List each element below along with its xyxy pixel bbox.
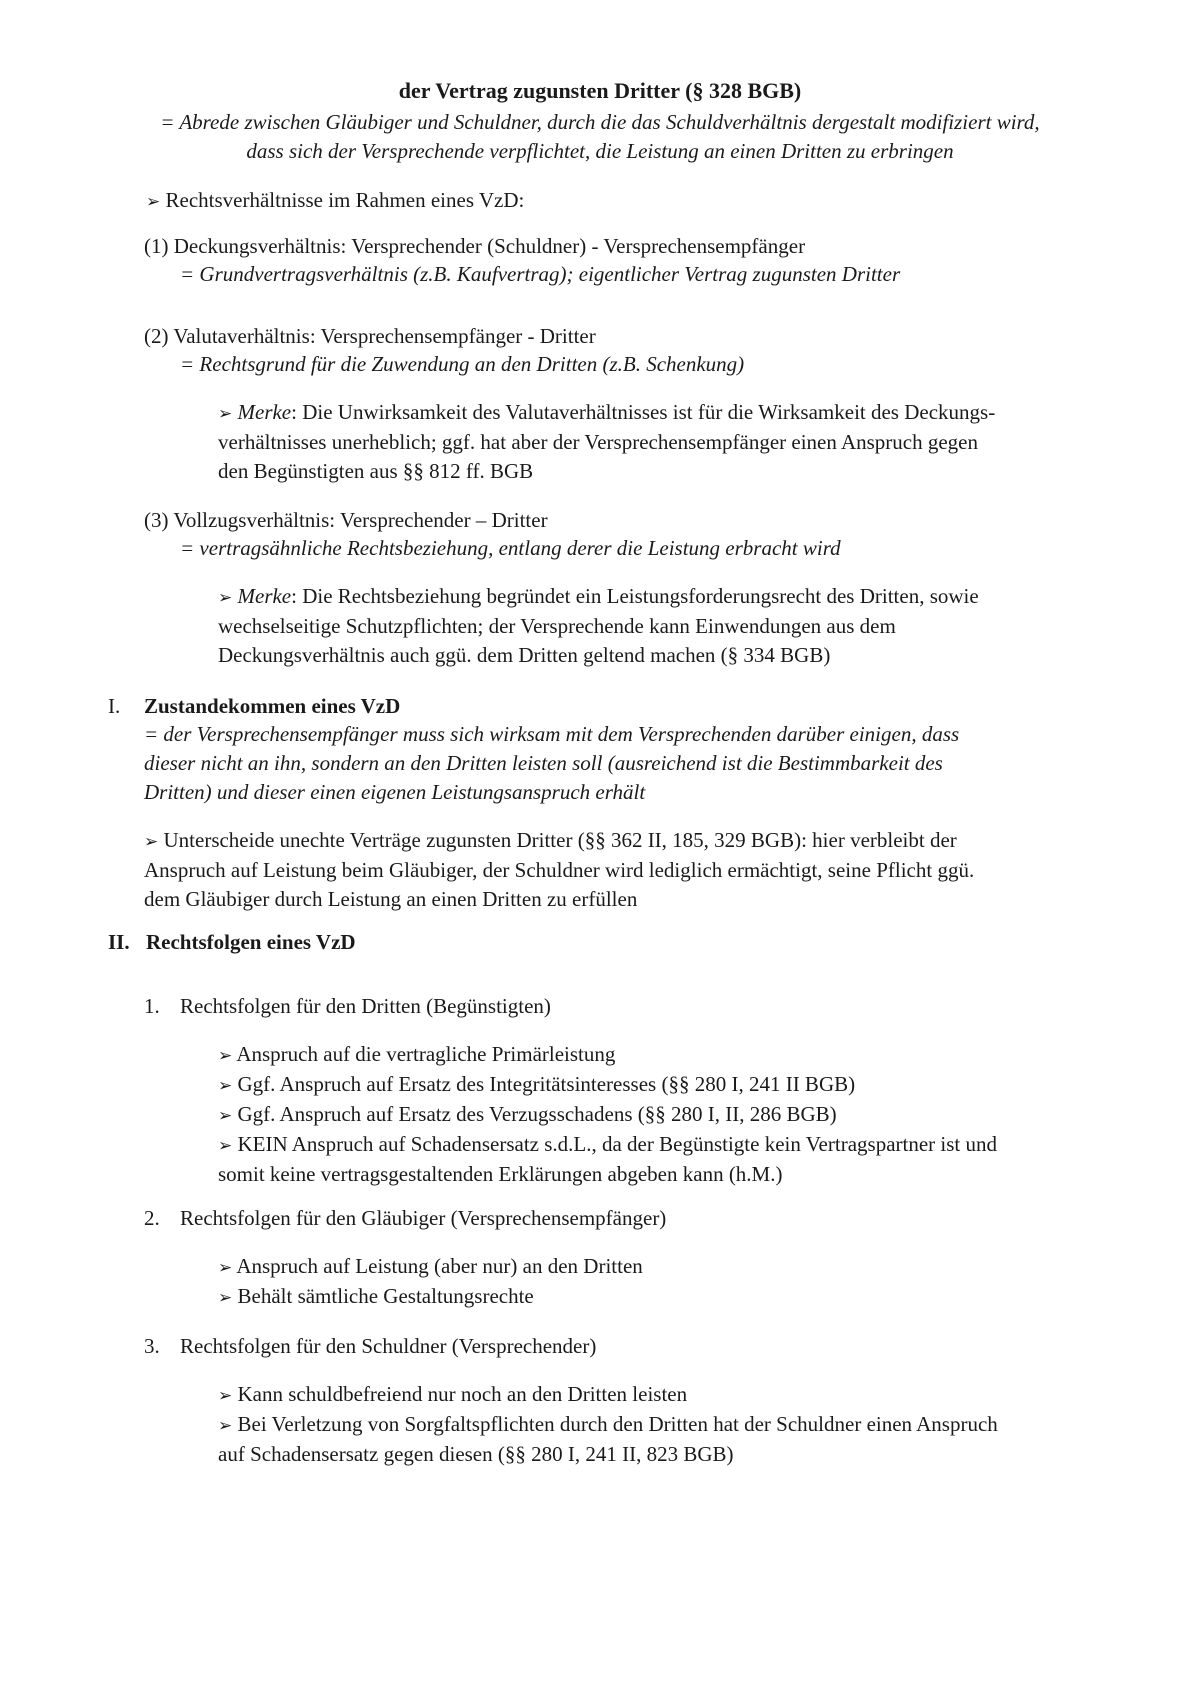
relation-item-1-definition: = Grundvertragsverhältnis (z.B. Kaufvertrag); eigentlicher Vertrag zugunsten Dritter (180, 262, 901, 286)
relation-item-2-note (218, 398, 995, 486)
relation-item-3-note-line-1 (218, 582, 979, 612)
subsection-2-label: Rechtsfolgen für den Gläubiger (Versprechensempfänger) (180, 1206, 667, 1230)
list-item-text: Kann schuldbefreiend nur noch an den Dritten leisten (237, 1382, 688, 1406)
section-1-definition-line-1: = der Versprechensempfänger muss sich wirksam mit dem Versprechenden darüber einigen, dass (144, 722, 960, 746)
arrow-bullet-icon: ➢ (218, 1386, 233, 1405)
note-text: : Die Rechtsbeziehung begründet ein Leistungsforderungsrecht des Dritten, sowie (291, 584, 979, 608)
arrow-bullet-icon: ➢ (144, 832, 159, 851)
list-item (218, 1410, 998, 1440)
list-item (218, 1040, 997, 1070)
list-item-continuation: somit keine vertragsgestaltenden Erklärungen abgeben kann (h.M.) (218, 1162, 783, 1186)
subsection-3-label: Rechtsfolgen für den Schuldner (Versprechender) (180, 1334, 597, 1358)
list-item-text: Ggf. Anspruch auf Ersatz des Integritätsinteresses (§§ 280 I, 241 II BGB) (237, 1072, 856, 1096)
subsection-1-label: Rechtsfolgen für den Dritten (Begünstigten) (180, 994, 551, 1018)
relation-item-3-definition: = vertragsähnliche Rechtsbeziehung, entlang derer die Leistung erbracht wird (180, 536, 841, 560)
list-item (218, 1070, 997, 1100)
arrow-bullet-icon: ➢ (218, 588, 233, 607)
list-item (218, 1252, 643, 1282)
list-item-text: Ggf. Anspruch auf Ersatz des Verzugsschadens (§§ 280 I, II, 286 BGB) (237, 1102, 837, 1126)
merke-label: Merke (237, 584, 292, 608)
list-item-text: Behält sämtliche Gestaltungsrechte (237, 1284, 534, 1308)
section-2-numeral: II. (108, 930, 130, 954)
arrow-bullet-icon: ➢ (218, 1106, 233, 1125)
section-2-heading: Rechtsfolgen eines VzD (146, 930, 356, 954)
relation-item-3-note-line-3: Deckungsverhältnis auch ggü. dem Dritten geltend machen (§ 334 BGB) (218, 643, 831, 667)
relation-item-3-label: (3) Vollzugsverhältnis: Versprechender – Dritter (144, 508, 548, 532)
arrow-bullet-icon: ➢ (218, 1258, 233, 1277)
relation-item-1-label: (1) Deckungsverhältnis: Versprechender (Schuldner) - Versprechensempfänger (144, 234, 806, 258)
subsection-3-number: 3. (144, 1334, 160, 1358)
list-item-text: Anspruch auf Leistung (aber nur) an den Dritten (236, 1254, 643, 1278)
merke-label: Merke (237, 400, 292, 424)
list-item-text: KEIN Anspruch auf Schadensersatz s.d.L., da der Begünstigte kein Vertragspartner ist und (237, 1132, 997, 1156)
arrow-bullet-icon: ➢ (218, 1288, 233, 1307)
note-text: : Die Unwirksamkeit des Valutaverhältnisses ist für die Wirksamkeit des Deckungs- (291, 400, 996, 424)
relation-item-3-note-line-2: wechselseitige Schutzpflichten; der Versprechende kann Einwendungen aus dem (218, 614, 896, 638)
relations-heading-text: Rechtsverhältnisse im Rahmen eines VzD: (165, 188, 525, 212)
section-1-definition (144, 720, 959, 807)
arrow-bullet-icon: ➢ (218, 1136, 233, 1155)
section-1-definition-line-2: dieser nicht an ihn, sondern an den Dritten leisten soll (ausreichend ist die Bestimmbarkeit des (144, 751, 943, 775)
title-definition-line-1: = Abrede zwischen Gläubiger und Schuldner, durch die das Schuldverhältnis dergestalt modifiziert wird, (160, 110, 1040, 134)
list-item-text: Anspruch auf die vertragliche Primärleistung (236, 1042, 616, 1066)
list-item (218, 1130, 997, 1160)
arrow-bullet-icon: ➢ (218, 1046, 233, 1065)
list-item (218, 1282, 643, 1312)
arrow-bullet-icon: ➢ (146, 192, 161, 211)
title-definition (60, 108, 1140, 166)
subsection-1-number: 1. (144, 994, 160, 1018)
relation-item-2-note-line-3: den Begünstigten aus §§ 812 ff. BGB (218, 459, 534, 483)
list-item-text: Bei Verletzung von Sorgfaltspflichten durch den Dritten hat der Schuldner einen Anspruch (237, 1412, 998, 1436)
document-title: der Vertrag zugunsten Dritter (§ 328 BGB) (398, 78, 802, 103)
relation-item-2-definition: = Rechtsgrund für die Zuwendung an den Dritten (z.B. Schenkung) (180, 352, 745, 376)
list-item (218, 1380, 998, 1410)
arrow-bullet-icon: ➢ (218, 404, 233, 423)
relation-item-2-note-line-1 (218, 398, 995, 428)
arrow-bullet-icon: ➢ (218, 1416, 233, 1435)
section-1-numeral: I. (108, 694, 121, 718)
subsection-3-list (218, 1380, 998, 1469)
section-1-note-line-2: Anspruch auf Leistung beim Gläubiger, der Schuldner wird lediglich ermächtigt, seine Pflicht ggü. (144, 858, 975, 882)
relation-item-2-label: (2) Valutaverhältnis: Versprechensempfänger - Dritter (144, 324, 596, 348)
list-item (218, 1100, 997, 1130)
arrow-bullet-icon: ➢ (218, 1076, 233, 1095)
subsection-2-list (218, 1252, 643, 1312)
section-1-heading: Zustandekommen eines VzD (144, 694, 401, 718)
relation-item-2-note-line-2: verhältnisses unerheblich; ggf. hat aber der Versprechensempfänger einen Anspruch gegen (218, 430, 978, 454)
section-1-note-line-1 (144, 826, 974, 856)
note-text: Unterscheide unechte Verträge zugunsten Dritter (§§ 362 II, 185, 329 BGB): hier verbleibt der (163, 828, 957, 852)
subsection-2-number: 2. (144, 1206, 160, 1230)
relation-item-3-note (218, 582, 979, 670)
list-item-continuation: auf Schadensersatz gegen diesen (§§ 280 I, 241 II, 823 BGB) (218, 1442, 734, 1466)
section-1-definition-line-3: Dritten) und dieser einen eigenen Leistungsanspruch erhält (144, 780, 646, 804)
section-1-note (144, 826, 974, 914)
subsection-1-list (218, 1040, 997, 1189)
title-definition-line-2: dass sich der Versprechende verpflichtet, die Leistung an einen Dritten zu erbringen (246, 139, 954, 163)
section-1-note-line-3: dem Gläubiger durch Leistung an einen Dritten zu erfüllen (144, 887, 638, 911)
relations-heading (146, 186, 524, 216)
